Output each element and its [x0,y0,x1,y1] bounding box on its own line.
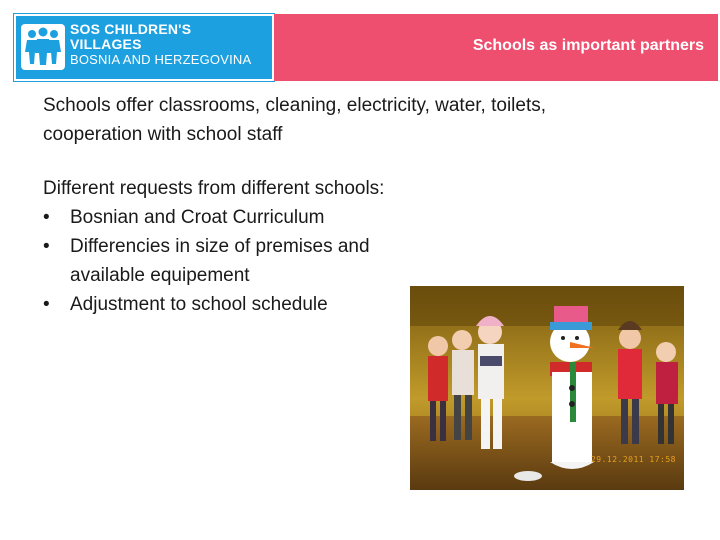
list-item [43,203,410,232]
paragraph-different-requests: Different requests from different schools: [43,178,385,199]
bullet-icon: • [43,207,50,228]
bullet-text: Adjustment to school schedule [70,294,328,315]
slide-title: Schools as important partners [472,37,704,54]
children-snowman-photo [410,286,684,490]
bullet-icon: • [43,294,50,315]
list-item [43,290,410,319]
photo-date-stamp: 29.12.2011 17:58 [590,455,676,464]
logo-line-1: SOS CHILDREN'S [70,21,192,37]
logo-text [70,22,251,67]
header-bar [14,14,718,81]
children-figures-icon [21,24,65,70]
list-item [43,232,410,290]
bullet-icon: • [43,236,50,257]
bullet-text: Bosnian and Croat Curriculum [70,207,325,228]
paragraph-schools-offer: Schools offer classrooms, cleaning, electricity, water, toilets, cooperation with school staff [43,95,547,145]
title-bar [274,14,718,81]
sos-logo [14,14,274,81]
logo-line-2: VILLAGES [70,36,142,52]
logo-line-3: BOSNIA AND HERZEGOVINA [70,52,252,67]
bullet-text: Differencies in size of premises and available equipement [70,236,370,286]
slide-body [43,91,643,319]
